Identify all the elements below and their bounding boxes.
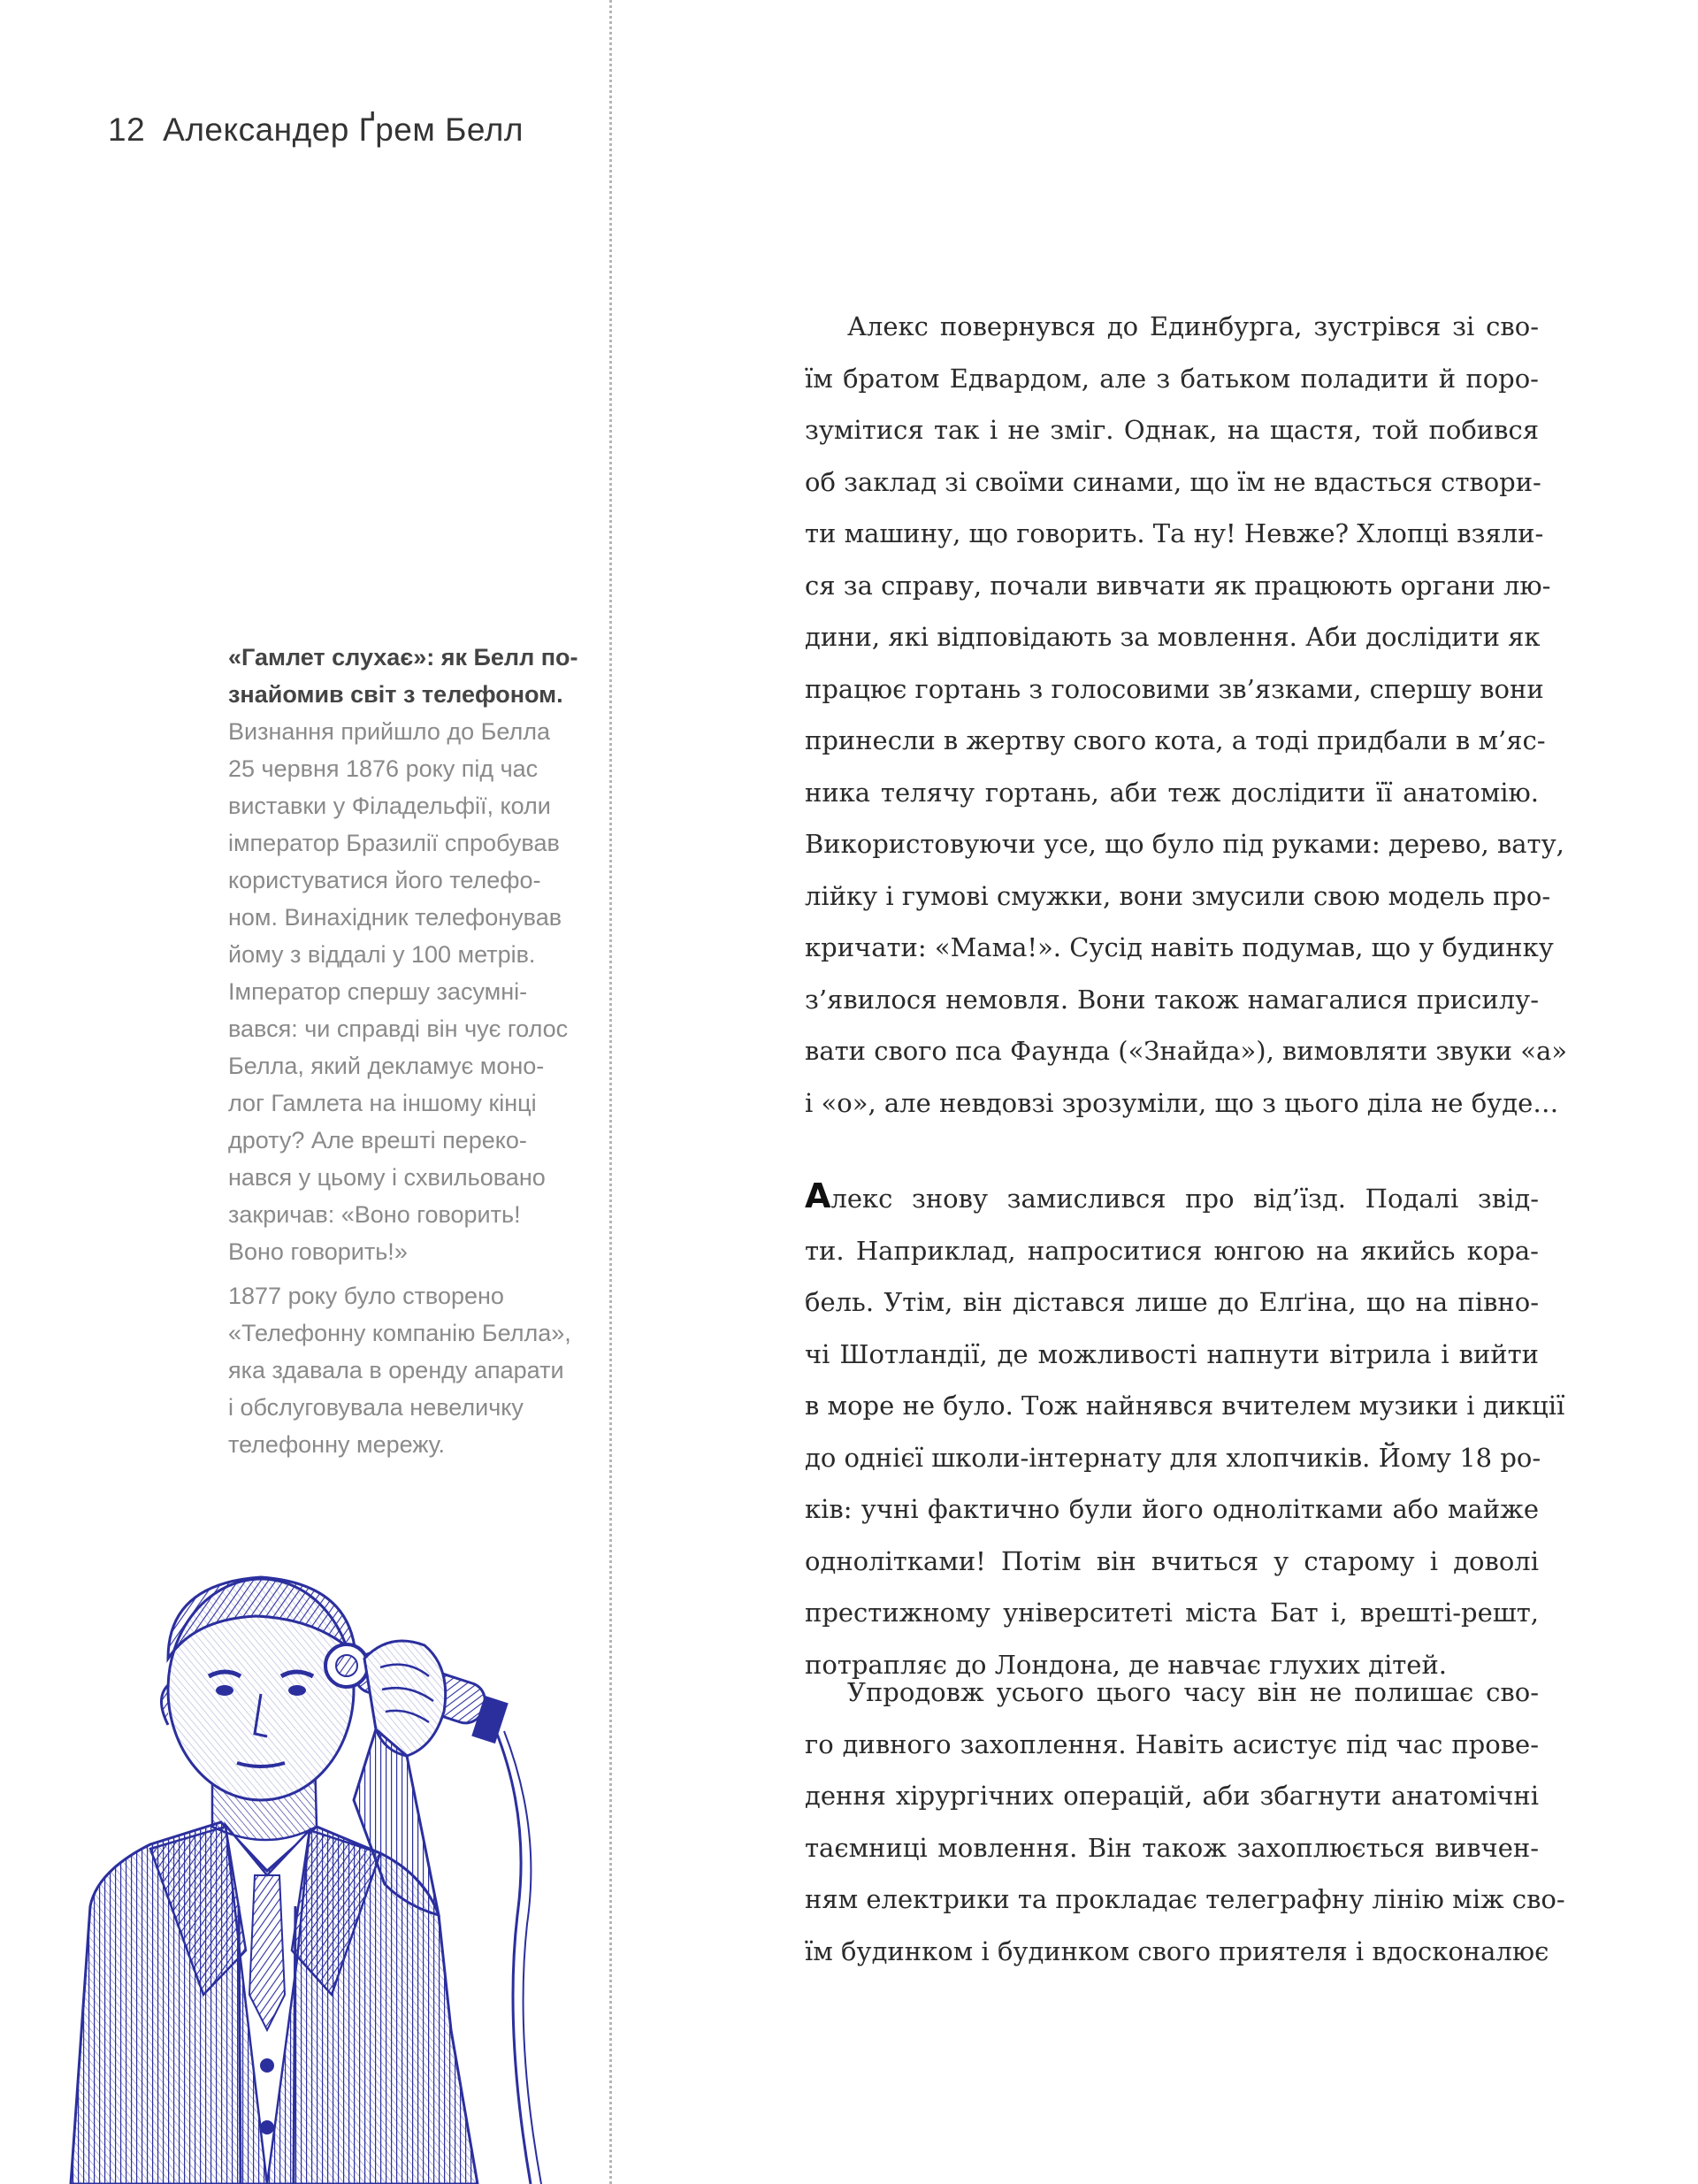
running-head xyxy=(108,111,524,149)
drop-cap: А xyxy=(805,1176,831,1215)
text-line: їм братом Едвардом, але з батьком поладити й поро- xyxy=(805,363,1539,394)
text-line: до однієї школи-інтернату для хлопчиків. Йому 18 ро- xyxy=(805,1442,1541,1473)
text-line: однолітками! Потім він вчиться у старому і доволі xyxy=(805,1545,1539,1576)
body-paragraph-2 xyxy=(805,1170,1565,1690)
sidebar-note xyxy=(228,639,582,1463)
text-line: і «о», але невдовзі зрозуміли, що з цього діла не буде… xyxy=(805,1087,1559,1118)
sidebar-line: Воно говорить!» xyxy=(228,1238,408,1265)
text-line: потрапляє до Лондона, де навчає глухих дітей. xyxy=(805,1649,1448,1680)
sidebar-line: Імператор спершу засумні- xyxy=(228,978,528,1005)
text-line: ти машину, що говорить. Та ну! Невже? Хлопці взяли- xyxy=(805,518,1544,548)
text-line: престижному університеті міста Бат і, врешті-решт, xyxy=(805,1598,1539,1628)
text-line: бель. Утім, він дістався лише до Елґіна, що на півно- xyxy=(805,1287,1539,1317)
sidebar-line: імператор Бразилії спробував xyxy=(228,830,560,856)
sidebar-line: виставки у Філадельфії, коли xyxy=(228,793,551,819)
text-line: з’явилося немовля. Вони також намагалися присилу- xyxy=(805,984,1539,1015)
text-line: лійку і гумові смужки, вони змусили свою модель про- xyxy=(805,880,1551,911)
sidebar-line: лог Гамлета на іншому кінці xyxy=(228,1090,537,1116)
text-line: об заклад зі своїми синами, що їм не вдасться створи- xyxy=(805,466,1541,497)
center-dotted-divider xyxy=(609,0,612,2184)
sidebar-line: яка здавала в оренду апарати xyxy=(228,1357,564,1383)
portrait-illustration xyxy=(35,1535,601,2184)
text-line: кричати: «Мама!». Сусід навіть подумав, що у будинку xyxy=(805,932,1554,962)
sidebar-paragraph-2 xyxy=(228,1277,582,1463)
sidebar-line: йому з віддалі у 100 метрів. xyxy=(228,941,536,968)
sidebar-line: вався: чи справді він чує голос xyxy=(228,1015,569,1042)
sidebar-line: телефонну мережу. xyxy=(228,1431,445,1458)
text-line: лекс знову замислився про від’їзд. Подалі звід- xyxy=(830,1184,1539,1214)
body-paragraph-3 xyxy=(805,1667,1565,1977)
sidebar-line: дроту? Але врешті переко- xyxy=(228,1127,527,1153)
text-line: вати свого пса Фаунда («Знайда»), вимовляти звуки «а» xyxy=(805,1036,1567,1066)
text-line: принесли в жертву свого кота, а тоді придбали в м’яс- xyxy=(805,725,1546,755)
text-line: ся за справу, почали вивчати як працюють органи лю- xyxy=(805,570,1551,601)
sidebar-line: закричав: «Воно говорить! xyxy=(228,1201,521,1228)
text-line-first xyxy=(805,1170,1539,1225)
sidebar-line: нався у цьому і схвильовано xyxy=(228,1164,546,1191)
text-line: дення хірургічних операцій, аби збагнути анатомічні xyxy=(805,1781,1539,1811)
sidebar-line: 25 червня 1876 року під час xyxy=(228,755,539,782)
text-line: ків: учні фактично були його однолітками або майже xyxy=(805,1494,1539,1524)
sidebar-line: користуватися його телефо- xyxy=(228,867,541,893)
text-line: дини, які відповідають за мовлення. Аби дослідити як xyxy=(805,622,1541,652)
book-title: Александер Ґрем Белл xyxy=(163,111,524,148)
sidebar-paragraph-1 xyxy=(228,713,582,1270)
body-paragraph-1 xyxy=(805,301,1567,1129)
sidebar-title xyxy=(228,639,582,713)
text-line: зумітися так і не зміг. Однак, на щастя, той побився xyxy=(805,415,1539,445)
sidebar-line: «Телефонну компанію Белла», xyxy=(228,1320,571,1346)
head xyxy=(162,1577,356,1800)
text-line: таємниці мовлення. Він також захоплюється вивчен- xyxy=(805,1832,1539,1863)
text-line: чі Шотландії, де можливості напнути вітрила і вийти xyxy=(805,1338,1539,1369)
telephone-cord xyxy=(495,1729,541,2184)
text-line: Упродовж усього цього часу він не полишає сво- xyxy=(847,1677,1539,1707)
text-line: ням електрики та прокладає телеграфну лінію між сво- xyxy=(805,1884,1565,1914)
text-line: їм будинком і будинком свого приятеля і вдосконалює xyxy=(805,1935,1549,1966)
text-line: ника телячу гортань, аби теж дослідити її анатомію. xyxy=(805,777,1539,808)
text-line: Алекс повернувся до Единбурга, зустрівся зі сво- xyxy=(847,311,1539,341)
sidebar-line: ном. Винахідник телефонував xyxy=(228,904,562,931)
text-line: ти. Наприклад, напроситися юнгою на якийсь кора- xyxy=(805,1235,1539,1266)
text-line: працює гортань з голосовими зв’язками, спершу вони xyxy=(805,673,1544,704)
sidebar-title-line: «Гамлет слухає»: як Белл по- xyxy=(228,644,578,671)
sidebar-line: 1877 року було створено xyxy=(228,1283,504,1309)
sidebar-line: Белла, який декламує моно- xyxy=(228,1053,545,1079)
sidebar-title-line: знайомив світ з телефоном. xyxy=(228,681,563,708)
text-line: в море не було. Тож найнявся вчителем музики і дикції xyxy=(805,1391,1565,1421)
sidebar-line: Визнання прийшло до Белла xyxy=(228,718,551,745)
text-line: Використовуючи усе, що було під руками: дерево, вату, xyxy=(805,829,1564,859)
sidebar-line: і обслуговувала невеличку xyxy=(228,1394,524,1421)
text-line: го дивного захоплення. Навіть асистує під час прове- xyxy=(805,1728,1539,1759)
page-number: 12 xyxy=(108,111,146,148)
